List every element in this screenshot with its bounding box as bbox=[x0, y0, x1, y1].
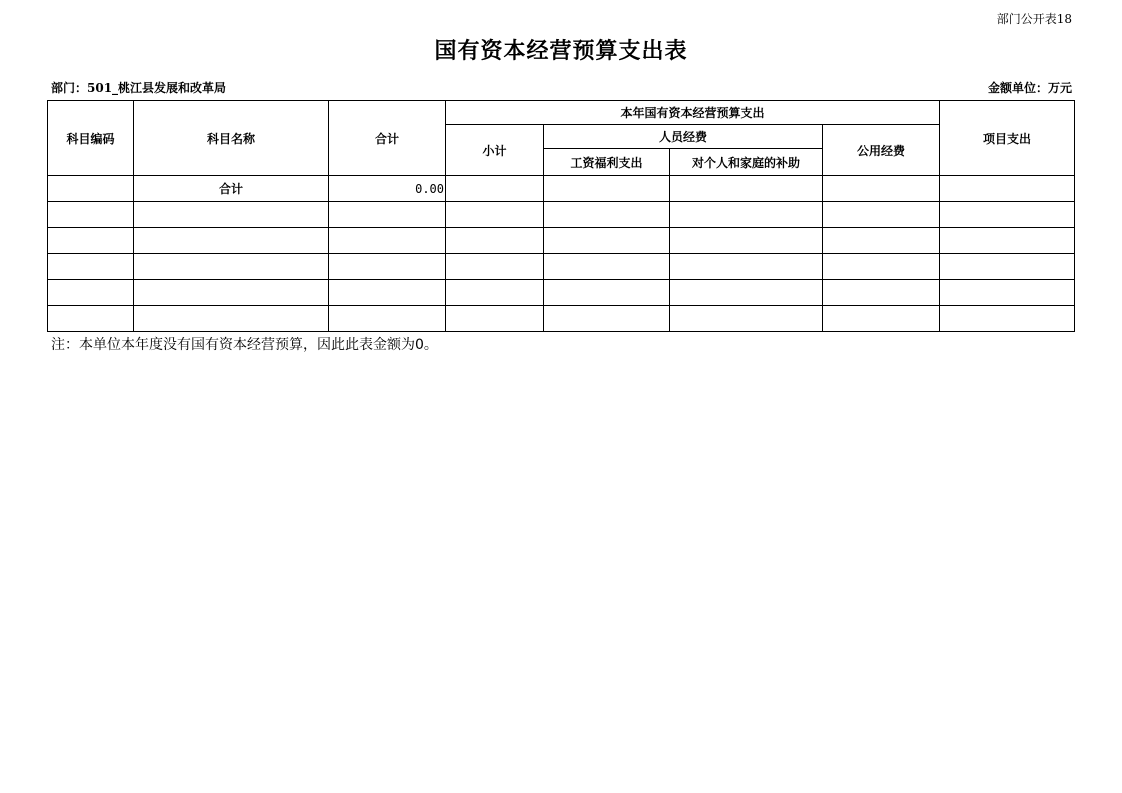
cell-code bbox=[48, 306, 134, 332]
page-title: 国有资本经营预算支出表 bbox=[434, 38, 688, 64]
cell-subtotal bbox=[446, 306, 544, 332]
cell-wages bbox=[544, 228, 670, 254]
cell-wages bbox=[544, 202, 670, 228]
cell-subtotal bbox=[446, 202, 544, 228]
cell-public bbox=[823, 228, 940, 254]
cell-name bbox=[134, 202, 329, 228]
cell-subtotal bbox=[446, 228, 544, 254]
cell-total bbox=[329, 306, 446, 332]
cell-total: 0.00 bbox=[329, 176, 446, 202]
header-wages: 工资福利支出 bbox=[544, 149, 670, 176]
header-code: 科目编码 bbox=[48, 101, 134, 176]
table-row bbox=[48, 228, 1075, 254]
cell-subsidies bbox=[670, 254, 823, 280]
cell-project bbox=[940, 254, 1075, 280]
cell-subsidies bbox=[670, 176, 823, 202]
cell-subtotal bbox=[446, 254, 544, 280]
cell-name: 合计 bbox=[134, 176, 329, 202]
cell-total bbox=[329, 280, 446, 306]
cell-name bbox=[134, 228, 329, 254]
cell-name bbox=[134, 306, 329, 332]
cell-total bbox=[329, 254, 446, 280]
header-subsidies: 对个人和家庭的补助 bbox=[670, 149, 823, 176]
table-row bbox=[48, 306, 1075, 332]
header-project: 项目支出 bbox=[940, 101, 1075, 176]
header-current-year-group: 本年国有资本经营预算支出 bbox=[446, 101, 940, 125]
cell-code bbox=[48, 176, 134, 202]
cell-wages bbox=[544, 176, 670, 202]
cell-name bbox=[134, 254, 329, 280]
cell-name bbox=[134, 280, 329, 306]
cell-project bbox=[940, 176, 1075, 202]
header-total: 合计 bbox=[329, 101, 446, 176]
cell-public bbox=[823, 254, 940, 280]
cell-subtotal bbox=[446, 176, 544, 202]
cell-wages bbox=[544, 306, 670, 332]
cell-code bbox=[48, 202, 134, 228]
cell-total bbox=[329, 228, 446, 254]
cell-subsidies bbox=[670, 306, 823, 332]
cell-wages bbox=[544, 280, 670, 306]
header-public: 公用经费 bbox=[823, 125, 940, 176]
budget-table bbox=[47, 100, 1075, 332]
cell-subsidies bbox=[670, 280, 823, 306]
cell-public bbox=[823, 176, 940, 202]
table-row bbox=[48, 176, 1075, 202]
table-row bbox=[48, 202, 1075, 228]
table-row bbox=[48, 254, 1075, 280]
department-label: 部门：501_桃江县发展和改革局 bbox=[51, 81, 227, 95]
cell-code bbox=[48, 228, 134, 254]
cell-project bbox=[940, 280, 1075, 306]
cell-subtotal bbox=[446, 280, 544, 306]
cell-project bbox=[940, 228, 1075, 254]
form-number: 部门公开表18 bbox=[996, 12, 1072, 26]
header-personnel-group: 人员经费 bbox=[544, 125, 823, 149]
cell-wages bbox=[544, 254, 670, 280]
cell-subsidies bbox=[670, 228, 823, 254]
cell-project bbox=[940, 202, 1075, 228]
cell-code bbox=[48, 254, 134, 280]
cell-public bbox=[823, 280, 940, 306]
header-subtotal: 小计 bbox=[446, 125, 544, 176]
cell-public bbox=[823, 306, 940, 332]
footnote: 注：本单位本年度没有国有资本经营预算，因此此表金额为0。 bbox=[51, 337, 438, 353]
cell-project bbox=[940, 306, 1075, 332]
header-name: 科目名称 bbox=[134, 101, 329, 176]
table-row bbox=[48, 280, 1075, 306]
unit-label: 金额单位：万元 bbox=[987, 81, 1072, 95]
cell-total bbox=[329, 202, 446, 228]
cell-subsidies bbox=[670, 202, 823, 228]
cell-public bbox=[823, 202, 940, 228]
cell-code bbox=[48, 280, 134, 306]
